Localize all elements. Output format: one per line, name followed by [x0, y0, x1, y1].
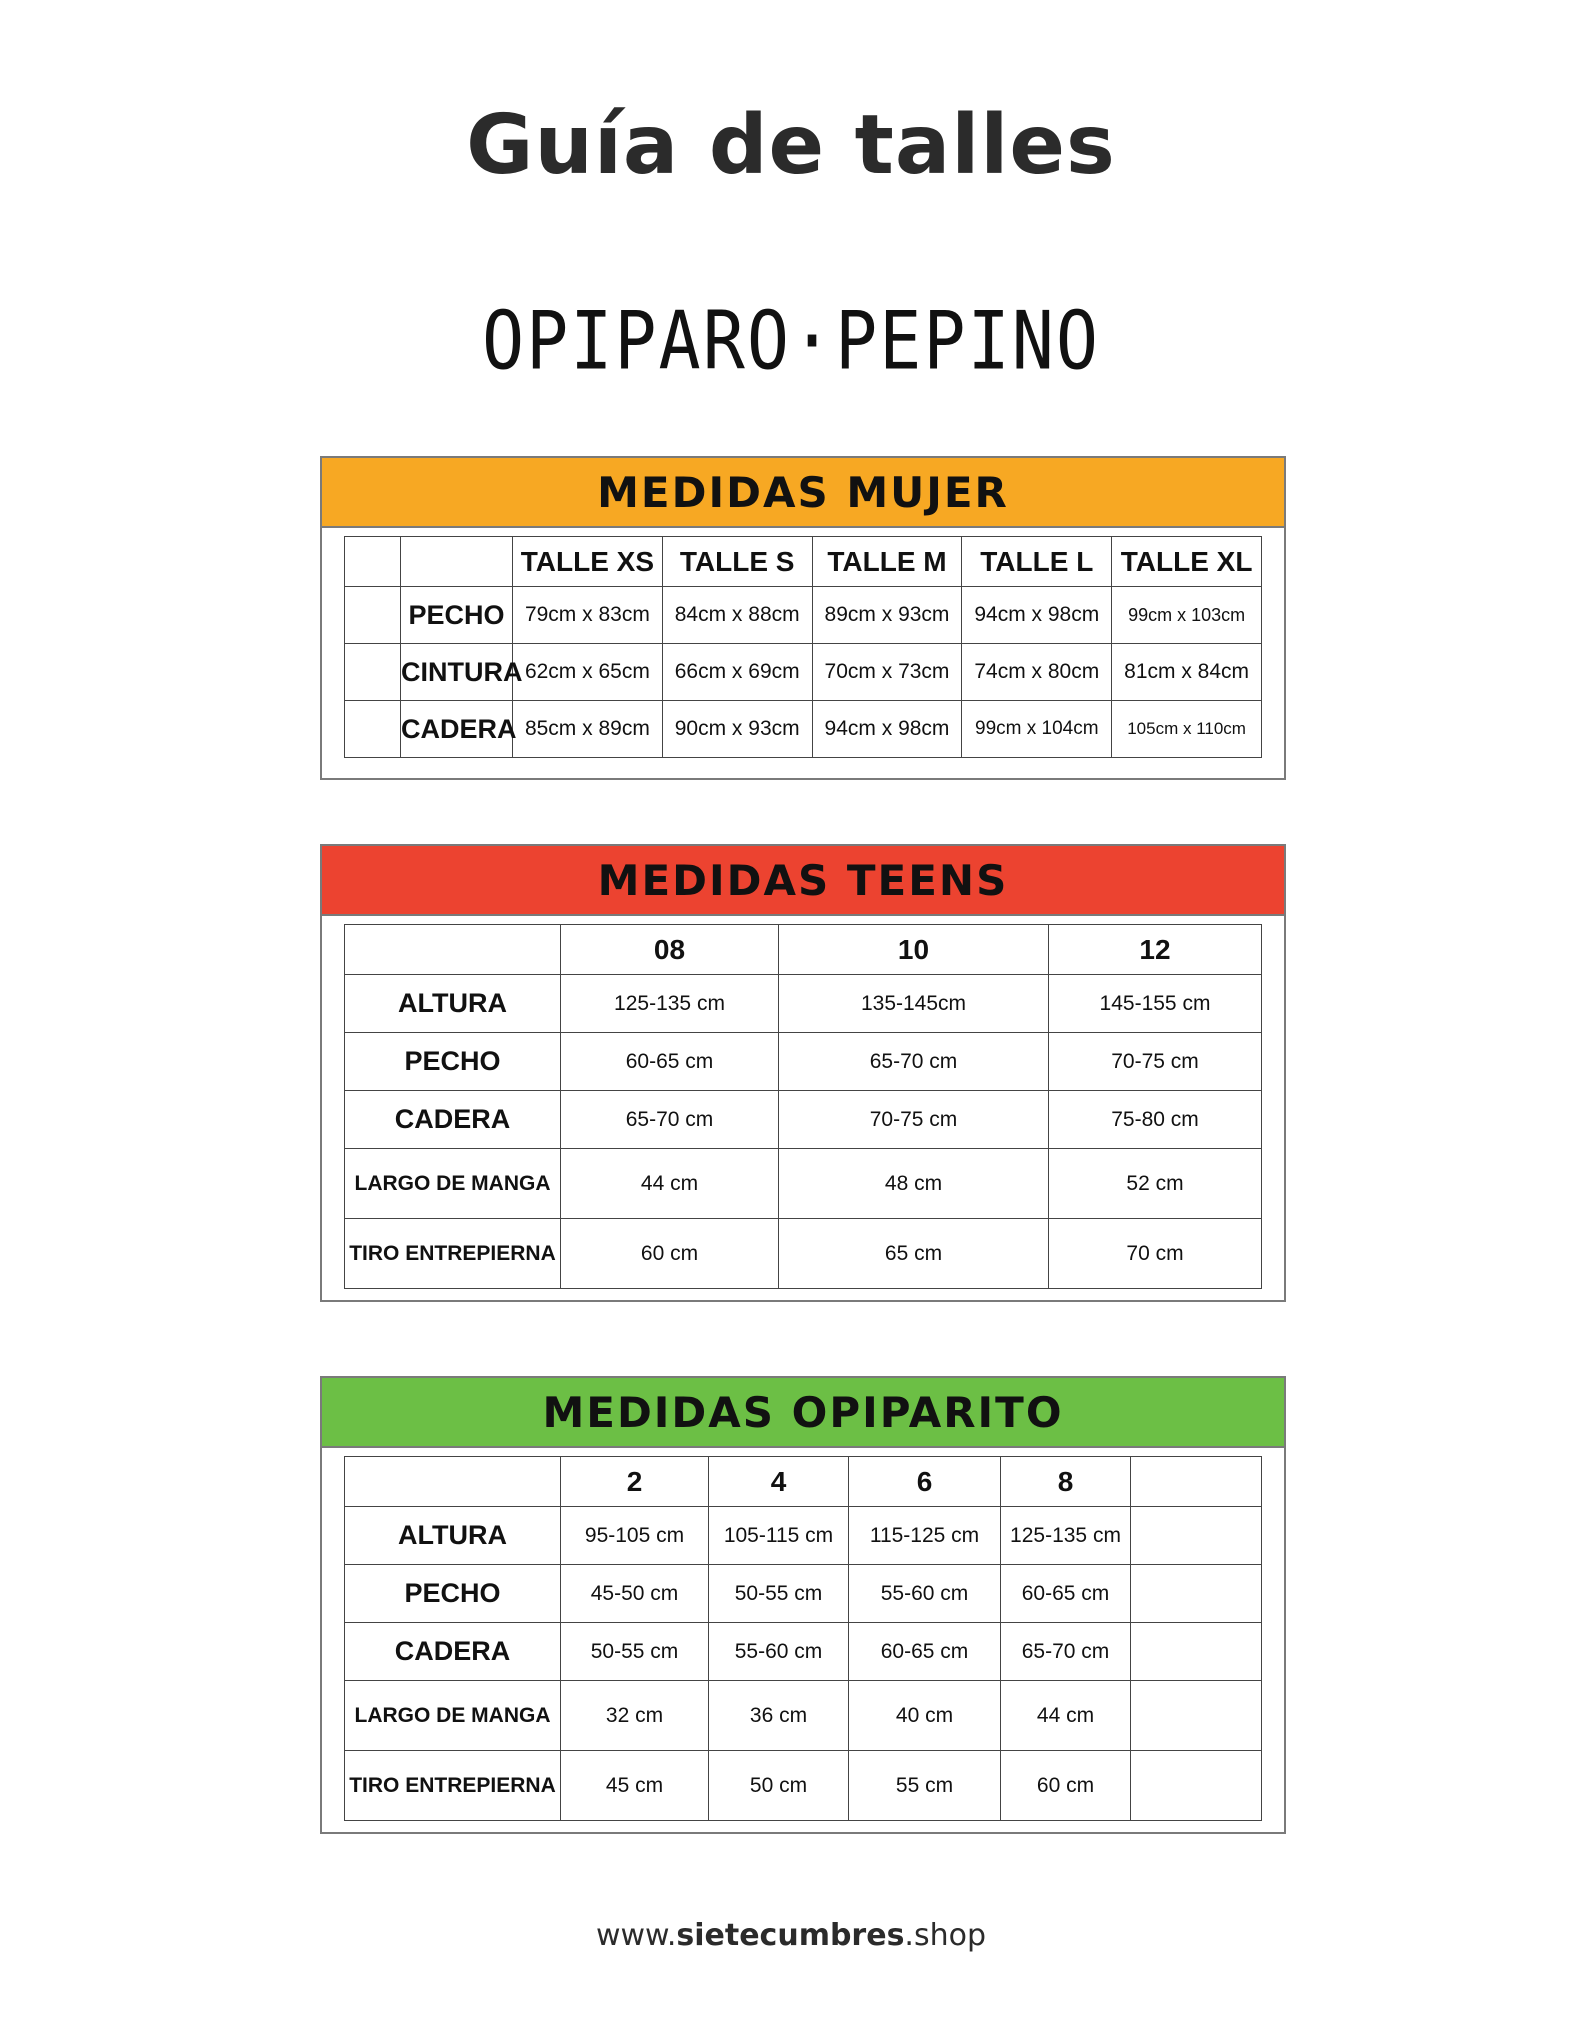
- table-cell: 65-70 cm: [1001, 1623, 1131, 1681]
- row-label: TIRO ENTREPIERNA: [345, 1219, 561, 1289]
- footer-url-suffix: .shop: [904, 1918, 986, 1953]
- table-row: [345, 701, 1262, 758]
- footer-url-prefix: www.: [595, 1918, 677, 1953]
- medidas-opiparito-panel: [320, 1376, 1286, 1834]
- row-label: ALTURA: [345, 1507, 561, 1565]
- table-cell: 45-50 cm: [561, 1565, 709, 1623]
- medidas-teens-panel: [320, 844, 1286, 1302]
- table-cell: 70 cm: [1049, 1219, 1262, 1289]
- medidas-mujer-table: [344, 536, 1262, 758]
- table-cell: 50 cm: [709, 1751, 849, 1821]
- table-cell: 94cm x 98cm: [962, 587, 1112, 644]
- row-label: TIRO ENTREPIERNA: [345, 1751, 561, 1821]
- table-cell: 90cm x 93cm: [662, 701, 812, 758]
- table-cell: 145-155 cm: [1049, 975, 1262, 1033]
- row-label: ALTURA: [345, 975, 561, 1033]
- table-row: [345, 1751, 1262, 1821]
- medidas-mujer-title: MEDIDAS MUJER: [597, 467, 1009, 517]
- table-header-cell: TALLE L: [962, 537, 1112, 587]
- table-row: [345, 1565, 1262, 1623]
- table-cell: [1131, 1565, 1262, 1623]
- table-cell: 32 cm: [561, 1681, 709, 1751]
- table-header-row: [345, 1457, 1262, 1507]
- table-cell: 60-65 cm: [849, 1623, 1001, 1681]
- table-cell: 60-65 cm: [561, 1033, 779, 1091]
- table-row: [345, 587, 1262, 644]
- row-label: CADERA: [345, 1091, 561, 1149]
- row-label: PECHO: [345, 1033, 561, 1091]
- footer-url-domain: sietecumbres: [676, 1918, 905, 1953]
- table-header-cell: TALLE XS: [513, 537, 663, 587]
- table-cell: 99cm x 104cm: [962, 701, 1112, 758]
- table-header-cell: [345, 1457, 561, 1507]
- medidas-opiparito-header: [322, 1378, 1284, 1448]
- row-label: PECHO: [401, 587, 513, 644]
- row-label: CADERA: [401, 701, 513, 758]
- table-cell: 50-55 cm: [561, 1623, 709, 1681]
- table-cell: 105cm x 110cm: [1112, 701, 1262, 758]
- table-cell: [1131, 1681, 1262, 1751]
- table-cell: 99cm x 103cm: [1112, 587, 1262, 644]
- table-cell: 50-55 cm: [709, 1565, 849, 1623]
- table-cell: 44 cm: [561, 1149, 779, 1219]
- table-cell: 55 cm: [849, 1751, 1001, 1821]
- table-cell: [1131, 1751, 1262, 1821]
- table-cell: 74cm x 80cm: [962, 644, 1112, 701]
- table-cell: 85cm x 89cm: [513, 701, 663, 758]
- table-cell: 115-125 cm: [849, 1507, 1001, 1565]
- medidas-mujer-panel: [320, 456, 1286, 780]
- table-cell: 60 cm: [561, 1219, 779, 1289]
- table-header-cell: TALLE S: [662, 537, 812, 587]
- table-cell: 79cm x 83cm: [513, 587, 663, 644]
- table-header-cell: [345, 925, 561, 975]
- table-header-cell: 6: [849, 1457, 1001, 1507]
- table-cell: 75-80 cm: [1049, 1091, 1262, 1149]
- table-cell: 95-105 cm: [561, 1507, 709, 1565]
- table-cell: 81cm x 84cm: [1112, 644, 1262, 701]
- table-header-cell: 4: [709, 1457, 849, 1507]
- table-cell: 60-65 cm: [1001, 1565, 1131, 1623]
- table-cell: 44 cm: [1001, 1681, 1131, 1751]
- table-cell: 94cm x 98cm: [812, 701, 962, 758]
- medidas-mujer-header: [322, 458, 1284, 528]
- medidas-opiparito-title: MEDIDAS OPIPARITO: [542, 1387, 1064, 1437]
- table-cell: 48 cm: [779, 1149, 1049, 1219]
- table-cell: 52 cm: [1049, 1149, 1262, 1219]
- table-cell: [1131, 1623, 1262, 1681]
- table-row: [345, 1219, 1262, 1289]
- table-header-cell: [1131, 1457, 1262, 1507]
- table-header-cell: 2: [561, 1457, 709, 1507]
- table-row: [345, 1033, 1262, 1091]
- blank-cell: [345, 644, 401, 701]
- table-row: [345, 644, 1262, 701]
- table-row: [345, 1091, 1262, 1149]
- medidas-teens-title: MEDIDAS TEENS: [597, 855, 1009, 905]
- table-cell: 45 cm: [561, 1751, 709, 1821]
- table-cell: 62cm x 65cm: [513, 644, 663, 701]
- table-cell: 125-135 cm: [561, 975, 779, 1033]
- medidas-teens-header: [322, 846, 1284, 916]
- table-cell: 40 cm: [849, 1681, 1001, 1751]
- table-cell: 60 cm: [1001, 1751, 1131, 1821]
- table-cell: 105-115 cm: [709, 1507, 849, 1565]
- table-header-cell: 10: [779, 925, 1049, 975]
- table-cell: 135-145cm: [779, 975, 1049, 1033]
- table-header-cell: [401, 537, 513, 587]
- table-cell: 70cm x 73cm: [812, 644, 962, 701]
- row-label: CADERA: [345, 1623, 561, 1681]
- table-cell: 65 cm: [779, 1219, 1049, 1289]
- table-cell: 70-75 cm: [779, 1091, 1049, 1149]
- table-header-cell: TALLE M: [812, 537, 962, 587]
- table-cell: [1131, 1507, 1262, 1565]
- table-header-cell: 08: [561, 925, 779, 975]
- row-label: PECHO: [345, 1565, 561, 1623]
- table-header-cell: [345, 537, 401, 587]
- table-row: [345, 1149, 1262, 1219]
- table-cell: 55-60 cm: [709, 1623, 849, 1681]
- medidas-opiparito-table: [344, 1456, 1262, 1821]
- footer-website-link[interactable]: [0, 1918, 1582, 1953]
- table-row: [345, 1623, 1262, 1681]
- table-cell: 125-135 cm: [1001, 1507, 1131, 1565]
- medidas-teens-table: [344, 924, 1262, 1289]
- table-row: [345, 1681, 1262, 1751]
- table-header-row: [345, 537, 1262, 587]
- blank-cell: [345, 587, 401, 644]
- table-row: [345, 1507, 1262, 1565]
- row-label: LARGO DE MANGA: [345, 1681, 561, 1751]
- table-cell: 65-70 cm: [779, 1033, 1049, 1091]
- table-header-row: [345, 925, 1262, 975]
- row-label: CINTURA: [401, 644, 513, 701]
- table-cell: 66cm x 69cm: [662, 644, 812, 701]
- table-cell: 70-75 cm: [1049, 1033, 1262, 1091]
- table-cell: 55-60 cm: [849, 1565, 1001, 1623]
- row-label: LARGO DE MANGA: [345, 1149, 561, 1219]
- table-cell: 84cm x 88cm: [662, 587, 812, 644]
- table-header-cell: TALLE XL: [1112, 537, 1262, 587]
- blank-cell: [345, 701, 401, 758]
- table-header-cell: 12: [1049, 925, 1262, 975]
- table-header-cell: 8: [1001, 1457, 1131, 1507]
- table-cell: 89cm x 93cm: [812, 587, 962, 644]
- table-cell: 36 cm: [709, 1681, 849, 1751]
- brand-logo: OPIPARO·PEPINO: [481, 293, 1100, 389]
- page-title: Guía de talles: [466, 98, 1116, 193]
- table-cell: 65-70 cm: [561, 1091, 779, 1149]
- table-row: [345, 975, 1262, 1033]
